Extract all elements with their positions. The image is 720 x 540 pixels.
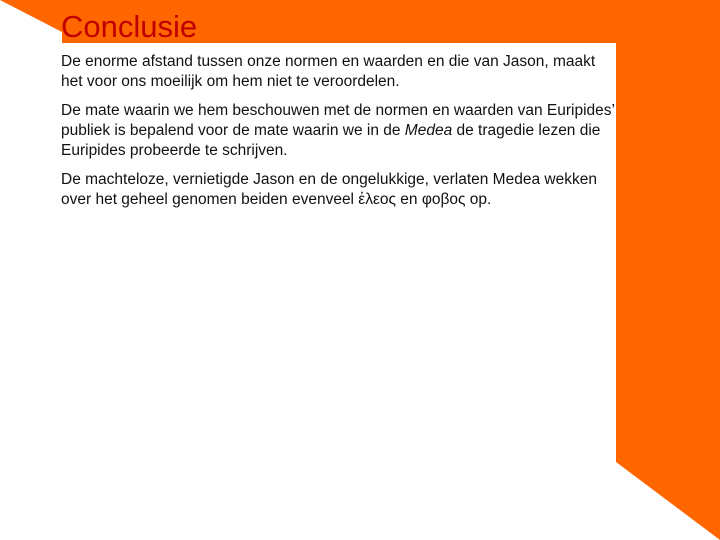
paragraph-1: De enorme afstand tussen onze normen en waarden en die van Jason, maakt het voor ons moeilijk om hem niet te veroordelen. — [61, 53, 596, 90]
orange-top-left-wedge — [0, 0, 62, 32]
medea-title: Medea — [404, 122, 453, 139]
paragraph-2-before: De mate waarin we hem beschouwen met de normen en waarden van Euripides’ publiek is bepalend voor de mate waarin we in de — [61, 102, 615, 139]
paragraph-2-after: de tragedie lezen die Euripides probeerde te schrijven. — [61, 122, 601, 159]
slide-title: Conclusie — [61, 9, 198, 44]
paragraph-3: De machteloze, vernietigde Jason en de ongelukkige, verlaten Medea wekken over het geheel genomen beiden evenveel ἐλεος en φοβος op. — [61, 171, 597, 208]
paragraph-2 — [61, 101, 616, 161]
slide-body — [61, 52, 616, 219]
